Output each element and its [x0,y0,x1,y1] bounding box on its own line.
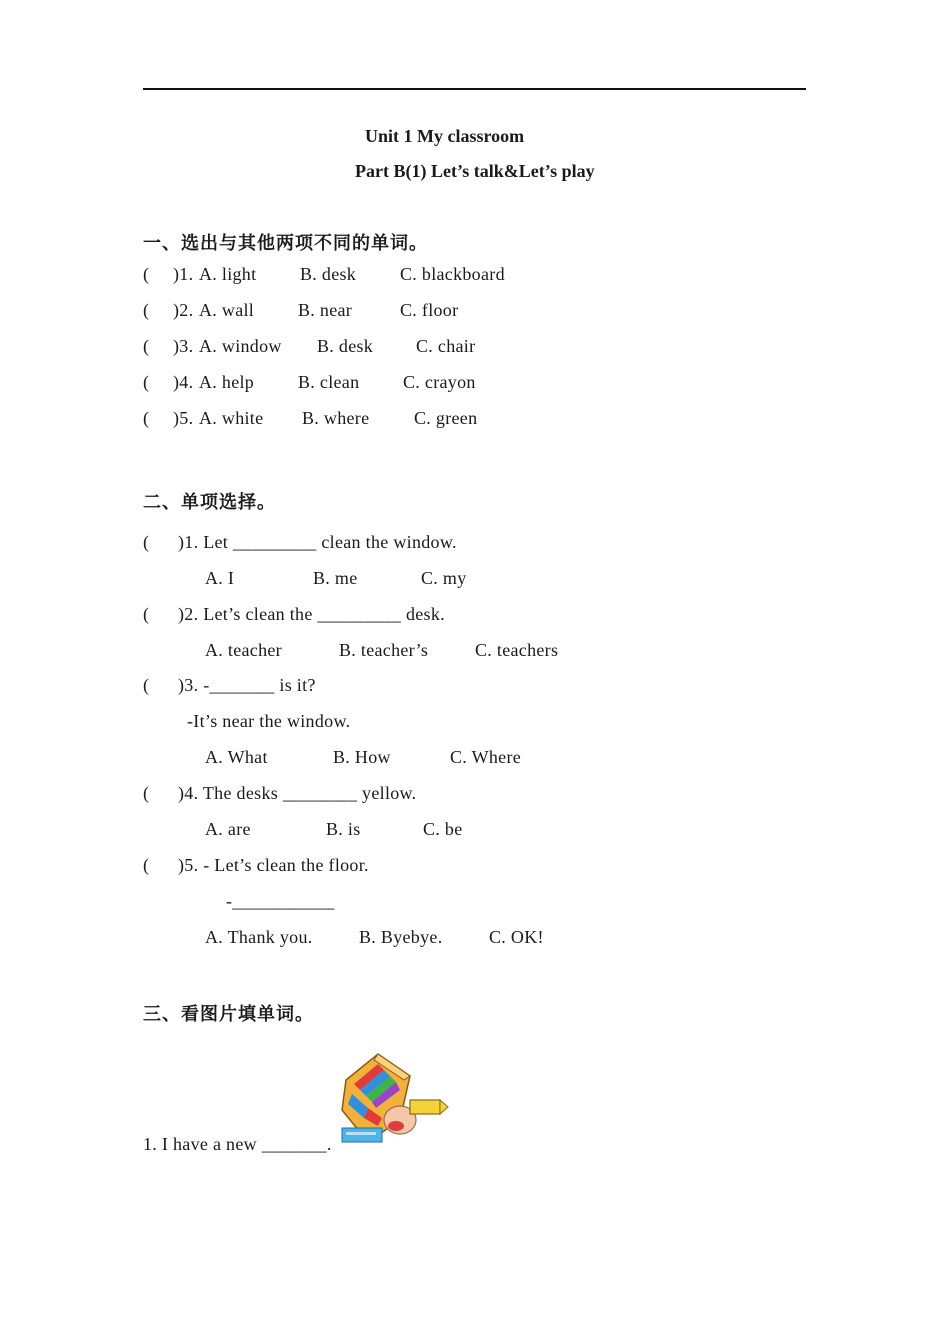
option-b: B. me [313,568,358,588]
question-stem: )3. -_______ is it? [178,675,316,695]
option-c: C. crayon [403,372,476,392]
option-c: C. floor [400,300,459,320]
part-title: Part B(1) Let’s talk&Let’s play [355,161,595,181]
s1-question-4 [143,372,476,393]
answer-paren[interactable]: ( [143,336,150,356]
option-a: A. I [205,568,235,588]
option-b: B. Byebye. [359,927,443,947]
answer-paren[interactable]: ( [143,783,150,803]
answer-paren[interactable]: ( [143,264,150,284]
s2-question-5-stem [143,855,369,876]
option-c: C. OK! [489,927,544,947]
s2-question-4-stem [143,783,416,804]
s2-question-3-reply: -It’s near the window. [187,711,351,731]
s2-question-1-stem [143,532,457,553]
option-a: A. Thank you. [205,927,313,947]
option-a: A. are [205,819,251,839]
question-stem: )4. The desks ________ yellow. [178,783,417,803]
crayon-box-picture [338,1050,450,1150]
answer-paren[interactable]: ( [143,532,150,552]
option-b: B. where [302,408,370,428]
s1-question-3 [143,336,476,357]
option-a: A. window [199,336,282,356]
option-b: B. desk [317,336,374,356]
option-c: C. be [423,819,463,839]
question-stem: )2. Let’s clean the _________ desk. [178,604,445,624]
answer-paren[interactable]: ( [143,300,150,320]
option-a: A. light [199,264,257,284]
section2-heading: 二、单项选择。 [143,492,276,513]
question-number: )1. [173,264,194,284]
answer-paren[interactable]: ( [143,604,150,624]
s1-question-5 [143,408,478,429]
option-b: B. How [333,747,391,767]
header-rule [143,88,806,90]
s1-question-2 [143,300,459,321]
option-c: C. chair [416,336,476,356]
answer-paren[interactable]: ( [143,855,150,875]
option-c: C. green [414,408,478,428]
option-a: A. white [199,408,264,428]
option-a: A. help [199,372,255,392]
option-a: A. wall [199,300,255,320]
question-stem: )1. Let _________ clean the window. [178,532,457,552]
s2-question-2-stem [143,604,445,625]
option-b: B. clean [298,372,360,392]
question-number: )3. [173,336,194,356]
question-stem: )5. - Let’s clean the floor. [178,855,369,875]
question-number: )2. [173,300,194,320]
s2-question-3-stem [143,675,316,696]
option-a: A. What [205,747,268,767]
option-a: A. teacher [205,640,282,660]
option-b: B. desk [300,264,357,284]
crayon-box-icon [338,1050,450,1150]
answer-paren[interactable]: ( [143,372,150,392]
section3-heading: 三、看图片填单词。 [143,1004,314,1025]
option-b: B. near [298,300,353,320]
s3-question-1: 1. I have a new _______. [143,1134,332,1154]
question-number: )5. [173,408,194,428]
option-b: B. teacher’s [339,640,429,660]
option-c: C. my [421,568,467,588]
s2-question-5-reply: -___________ [226,891,335,911]
s1-question-1 [143,264,505,285]
option-c: C. Where [450,747,522,767]
answer-paren[interactable]: ( [143,408,150,428]
section1-heading: 一、选出与其他两项不同的单词。 [143,233,428,254]
unit-title: Unit 1 My classroom [365,126,525,146]
option-c: C. blackboard [400,264,505,284]
question-number: )4. [173,372,194,392]
answer-paren[interactable]: ( [143,675,150,695]
option-b: B. is [326,819,361,839]
option-c: C. teachers [475,640,559,660]
